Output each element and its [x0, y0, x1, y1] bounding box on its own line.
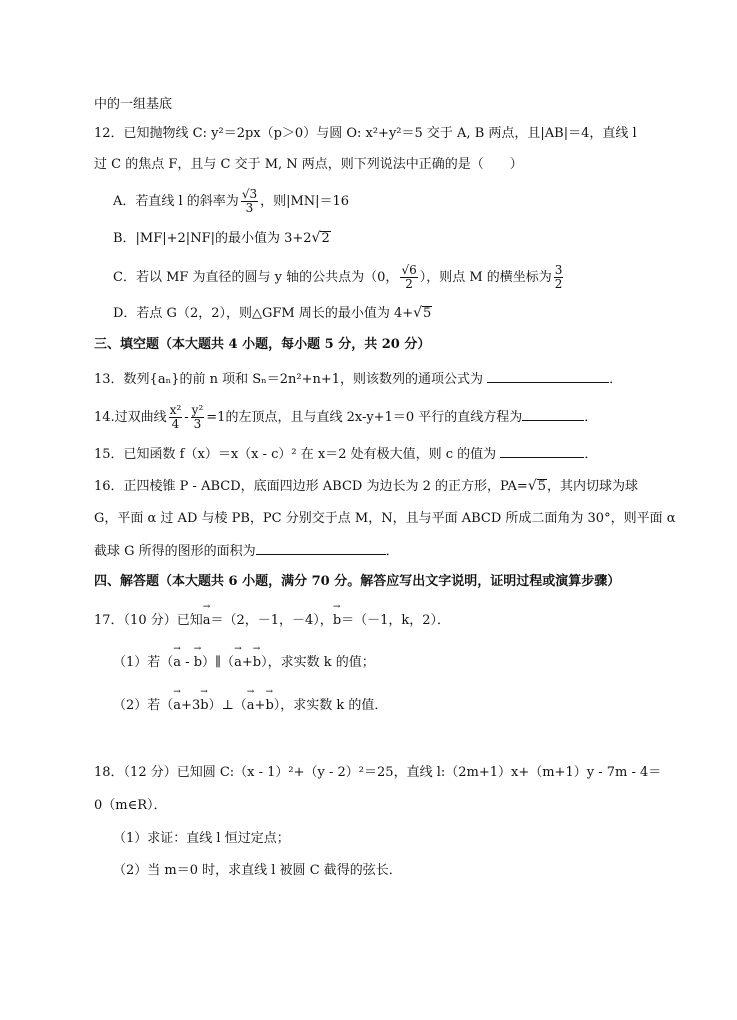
vector-a: → a	[203, 612, 211, 630]
q12-c-frac2-num: 3	[554, 263, 563, 277]
q12-stem-line1: 12．已知抛物线 C: y²＝2px（p＞0）与圆 O: x²+y²＝5 交于 A, B 两点，且|AB|＝4，直线 l	[94, 126, 637, 141]
sqrt-icon: √	[311, 230, 321, 246]
vector-a: → a	[247, 697, 255, 715]
q17-p2-op2: +	[254, 698, 266, 713]
q17-p1-mid: ）∥（	[202, 655, 235, 670]
q14-fraction-x	[169, 404, 183, 431]
q12-option-d	[113, 304, 432, 323]
q12-option-c	[113, 264, 565, 291]
q12-c-mid: ），则点 M 的横坐标为	[419, 270, 552, 285]
q16-line1	[94, 477, 638, 496]
q18-line2: 0（m∈R）．	[94, 798, 167, 813]
q16-line3-text: 截球 G 所得的图形的面积为	[94, 544, 256, 559]
q12-c-frac2-den: 2	[554, 277, 563, 291]
q12-b-text: B．|MF|+2|NF|的最小值为 3+2	[113, 231, 312, 246]
q14-fraction-y	[191, 404, 205, 431]
q14-answer-blank[interactable]	[522, 407, 584, 421]
q14-minus: -	[184, 410, 189, 425]
q17-p2-op1: +3	[181, 698, 201, 713]
q14-post: 的左顶点，且与直线 2x-y+1＝0 平行的直线方程为	[225, 410, 523, 425]
q12-d-radicand: 5	[423, 306, 432, 321]
vector-a: → a	[173, 654, 181, 672]
q17-p2-pre: （2）若（	[113, 698, 174, 713]
section-3-heading: 三、填空题（本大题共 4 小题，每小题 5 分，共 20 分）	[94, 337, 431, 352]
q18-part2: （2）当 m＝0 时，求直线 l 被圆 C 截得的弦长．	[113, 863, 402, 878]
q15	[94, 444, 597, 464]
q12-a-post: ，则|MN|＝16	[260, 194, 350, 209]
q14-f1-den: 4	[171, 417, 180, 431]
q12-a-frac-den: 3	[245, 201, 254, 215]
q16-radicand: 5	[537, 479, 547, 494]
q16-answer-blank[interactable]	[256, 541, 386, 555]
q14-eq: =1	[206, 410, 226, 425]
q12-a-frac-num: √3	[241, 187, 258, 201]
q12-b-radicand: 2	[321, 231, 330, 246]
q12-c-fraction2	[554, 264, 564, 291]
q12-d-text: D．若点 G（2，2），则△GFM 周长的最小值为 4+	[113, 306, 414, 321]
q12-option-b	[113, 229, 331, 248]
q12-c-text: C．若以 MF 为直径的圆与 y 轴的公共点为（0，	[113, 270, 399, 285]
q13-text: 13．数列{aₙ}的前 n 项和 Sₙ＝2n²+n+1，则该数列的通项公式为	[94, 372, 484, 387]
q13-answer-blank[interactable]	[487, 369, 609, 383]
q16-end: ．	[385, 544, 399, 559]
q17-p2-mid: ）⊥（	[208, 698, 247, 713]
sqrt-icon: √	[527, 478, 537, 494]
sqrt-icon: √	[413, 305, 423, 321]
q17-stem	[94, 612, 450, 630]
vector-b: → b	[194, 654, 202, 672]
q12-stem-line2: 过 C 的焦点 F，且与 C 交于 M, N 两点，则下列说法中正确的是（ ）	[94, 157, 523, 172]
q17-part2	[113, 697, 387, 715]
q15-end: ．	[584, 447, 598, 462]
q16-line1-post: ，其内切球为球	[547, 479, 639, 494]
q14-f2-num: y²	[191, 403, 204, 417]
q16-line1-pre: 16．正四棱锥 P - ABCD，底面四边形 ABCD 为边长为 2 的正方形，PA=	[94, 479, 528, 494]
q17-part1	[113, 654, 375, 672]
q14	[94, 404, 597, 431]
q16-line2: G，平面 α 过 AD 与棱 PB，PC 分别交于点 M，N，且与平面 ABCD 所成二面角为 30°，则平面 α	[94, 511, 676, 526]
q14-pre: 14.过双曲线	[94, 410, 167, 425]
header-line: 中的一组基底	[94, 97, 173, 112]
q13	[94, 369, 622, 389]
q17-p1-pre: （1）若（	[113, 655, 174, 670]
vector-b: → b	[253, 654, 261, 672]
q12-a-fraction	[241, 188, 258, 215]
q17-p1-op1: -	[181, 655, 194, 670]
q17-p1-op2: +	[241, 655, 253, 670]
vector-b: → b	[265, 697, 273, 715]
vector-b: → b	[200, 697, 208, 715]
q17-p2-post: ），求实数 k 的值．	[273, 698, 388, 713]
q16-line3	[94, 541, 399, 561]
q15-answer-blank[interactable]	[500, 444, 584, 458]
q12-c-frac-den: 2	[405, 277, 413, 291]
q12-c-frac-num: √6	[401, 263, 417, 277]
q18-line1: 18．（12 分）已知圆 C:（x - 1）²+（y - 2）²＝25，直线 l:（2m+1）x+（m+1）y - 7m - 4＝	[94, 765, 662, 780]
q17-stem-mid: ＝（2，－1，－4），	[210, 613, 333, 628]
q13-end: ．	[609, 372, 623, 387]
vector-a: → a	[173, 697, 181, 715]
q15-text: 15．已知函数 f（x）＝x（x - c）² 在 x＝2 处有极大值，则 c 的值为	[94, 447, 497, 462]
q17-stem-post: ＝（－1，k，2）．	[341, 613, 451, 628]
q12-a-text: A．若直线 l 的斜率为	[113, 194, 239, 209]
q14-f2-den: 3	[193, 417, 202, 431]
section-4-heading: 四、解答题（本大题共 6 小题，满分 70 分。解答应写出文字说明，证明过程或演算步骤）	[94, 574, 621, 589]
vector-a: → a	[234, 654, 242, 672]
q14-f1-num: x²	[169, 403, 182, 417]
q17-stem-pre: 17．（10 分）已知	[94, 613, 203, 628]
q14-end: ．	[584, 410, 598, 425]
q18-part1: （1）求证：直线 l 恒过定点；	[113, 831, 290, 846]
q12-option-a	[113, 188, 349, 215]
vector-b: → b	[333, 612, 341, 630]
q17-p1-post: ），求实数 k 的值；	[261, 655, 375, 670]
q12-c-fraction	[400, 264, 417, 291]
